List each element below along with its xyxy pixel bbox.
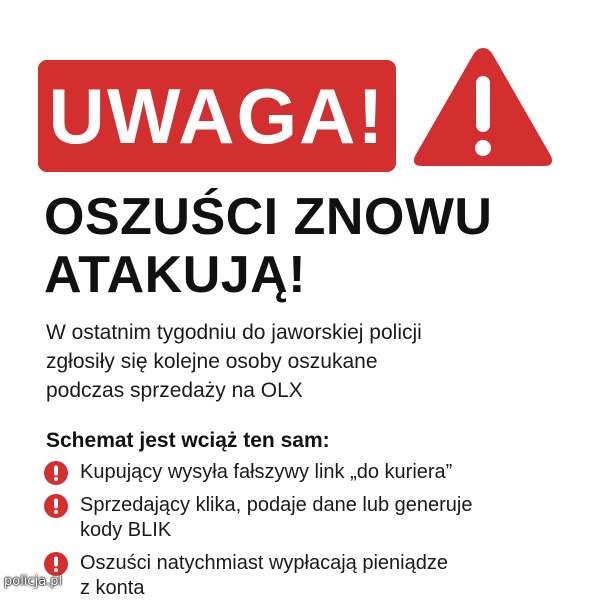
exclamation-circle-icon xyxy=(44,461,68,485)
step-line-1: Oszuści natychmiast wypłacają pieniądze xyxy=(80,552,448,574)
lead-line-2: zgłosiły się kolejne osoby oszukane xyxy=(46,350,378,373)
exclamation-circle-icon xyxy=(44,494,68,518)
step-line-2: kody BLIK xyxy=(80,519,172,541)
warning-triangle-icon xyxy=(410,42,556,172)
headline-line-1: OSZUŚCI ZNOWU xyxy=(44,188,493,246)
step-line-1: Kupujący wysyła fałszywy link „do kuriera” xyxy=(80,461,453,483)
step-line-2: z konta xyxy=(80,577,145,599)
headline xyxy=(44,188,584,304)
step-text xyxy=(80,493,473,543)
step-text xyxy=(80,460,452,485)
list-item xyxy=(44,493,564,543)
lead-line-1: W ostatnim tygodniu do jaworskiej policji xyxy=(46,321,422,344)
scheme-title: Schemat jest wciąż ten sam: xyxy=(46,429,330,452)
list-item xyxy=(44,551,564,601)
exclamation-circle-icon xyxy=(44,552,68,576)
lead-paragraph xyxy=(46,318,566,405)
watermark: policja.pl xyxy=(4,574,63,589)
scheme-steps xyxy=(44,460,564,609)
step-text xyxy=(80,551,448,601)
headline-line-2: ATAKUJĄ! xyxy=(44,246,307,304)
lead-line-3: podczas sprzedaży na OLX xyxy=(46,379,303,402)
badge-text: UWAGA! xyxy=(48,72,386,160)
warning-badge xyxy=(38,60,396,172)
step-line-1: Sprzedający klika, podaje dane lub generuje xyxy=(80,494,473,516)
list-item xyxy=(44,460,564,485)
